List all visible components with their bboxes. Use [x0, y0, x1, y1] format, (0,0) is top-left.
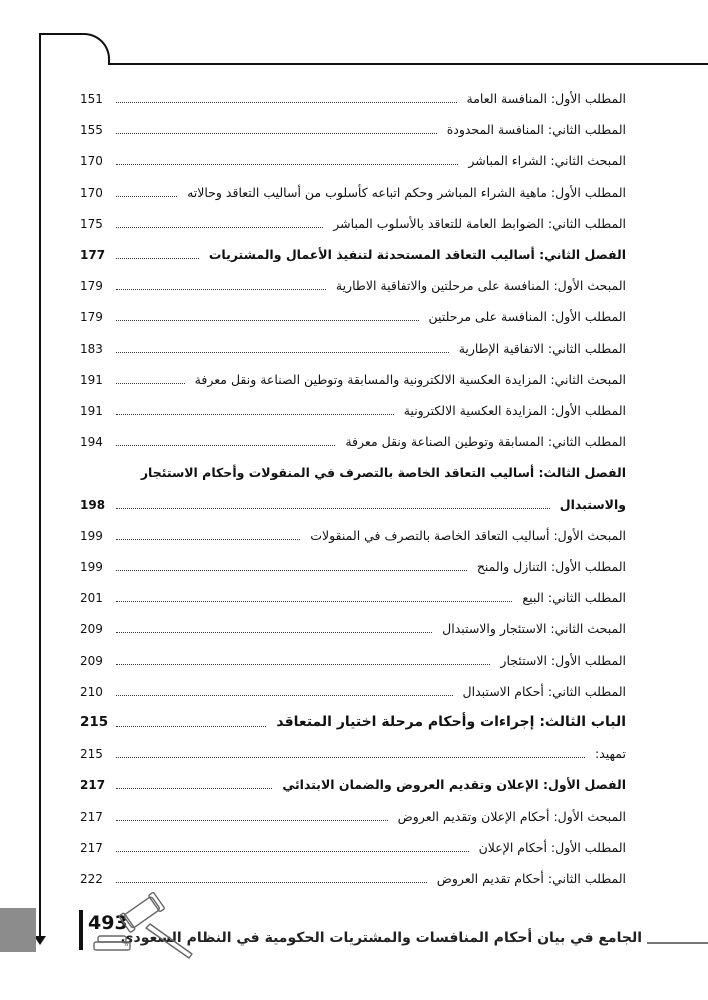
toc-entry-page: 170 [80, 154, 103, 169]
toc-leader-dots [116, 601, 512, 602]
toc-entry-title: المطلب الأول: الاستئجار [496, 653, 626, 668]
toc-entry[interactable] [80, 800, 626, 830]
toc-entry[interactable] [80, 519, 626, 549]
toc-leader-dots [116, 726, 266, 727]
toc-entry[interactable] [80, 581, 626, 611]
toc-entry-page: 199 [80, 560, 103, 574]
toc-entry-page: 175 [80, 216, 103, 231]
toc-entry[interactable] [80, 176, 626, 206]
toc-entry-title: المبحث الثاني: الاستئجار والاستبدال [438, 621, 626, 636]
toc-entry[interactable] [80, 332, 626, 362]
page-number-bar [79, 910, 83, 950]
toc-entry-title: المطلب الثاني: الضوابط العامة للتعاقد بالأسلوب المباشر [329, 216, 626, 231]
book-title: الجامع في بيان أحكام المنافسات والمشتريات الحكومية في النظام السعودي [120, 930, 642, 946]
toc-entry[interactable] [80, 488, 626, 518]
toc-entry-page: 183 [80, 341, 103, 356]
toc-leader-dots [116, 102, 457, 103]
toc-entry[interactable] [80, 612, 626, 642]
toc-entry[interactable] [80, 269, 626, 299]
toc-leader-dots [116, 788, 272, 789]
toc-entry-title: المطلب الأول: أحكام الإعلان [475, 840, 626, 855]
toc-leader-dots [116, 289, 326, 290]
toc-leader-dots [116, 414, 394, 415]
toc-entry[interactable] [80, 425, 626, 455]
footer-divider [647, 942, 708, 944]
toc-entry[interactable] [80, 394, 626, 424]
toc-leader-dots [116, 820, 388, 821]
toc-entry-title: المبحث الأول: أساليب التعاقد الخاصة بالتصرف في المنقولات [306, 528, 626, 543]
toc-leader-dots [116, 445, 335, 446]
toc-leader-dots [116, 508, 550, 509]
toc-entry[interactable] [80, 300, 626, 330]
toc-entry-page: 201 [80, 591, 103, 606]
toc-entry-page: 191 [80, 372, 103, 387]
toc-entry-title: المطلب الثاني: أحكام الاستبدال [459, 684, 626, 699]
toc-entry-page: 215 [80, 747, 103, 762]
toc-entry[interactable] [80, 207, 626, 237]
toc-entry-title: المبحث الأول: أحكام الإعلان وتقديم العروض [394, 809, 626, 824]
toc-entry[interactable] [80, 456, 626, 486]
gavel-icon [88, 892, 200, 960]
toc-entry-title: المطلب الأول: ماهية الشراء المباشر وحكم اتباعه كأسلوب من أساليب التعاقد وحالاته [183, 185, 626, 200]
toc-leader-dots [116, 320, 419, 321]
frame-top-line [110, 63, 708, 65]
toc-entry-page: 209 [80, 653, 103, 668]
toc-leader-dots [116, 632, 432, 633]
toc-leader-dots [116, 227, 323, 228]
toc-entry-title: المطلب الثاني: البيع [518, 590, 626, 605]
toc-entry[interactable] [80, 737, 626, 767]
toc-leader-dots [116, 664, 490, 665]
page-edge-tab [0, 908, 36, 952]
toc-entry[interactable] [80, 82, 626, 112]
toc-entry-title: الفصل الثاني: أساليب التعاقد المستحدثة لتنفيذ الأعمال والمشتريات [205, 247, 626, 262]
toc-entry-page: 191 [80, 404, 103, 418]
toc-leader-dots [116, 352, 449, 353]
toc-entry[interactable] [80, 706, 626, 736]
toc-entry[interactable] [80, 144, 626, 174]
toc-leader-dots [116, 851, 469, 852]
toc-entry-title: المطلب الأول: المنافسة العامة [463, 91, 626, 106]
toc-leader-dots [116, 539, 300, 540]
page-number: 493 [88, 912, 128, 934]
toc-entry-title: المطلب الأول: التنازل والمنح [473, 559, 626, 574]
toc-entry-page: 194 [80, 435, 103, 450]
toc-entry-title: المطلب الأول: المزايدة العكسية الالكترونية [400, 403, 626, 418]
toc-entry[interactable] [80, 831, 626, 861]
toc-entry-page: 217 [80, 809, 103, 824]
toc-entry-title: الباب الثالث: إجراءات وأحكام مرحلة اختيار المتعاقد [272, 714, 626, 730]
toc-entry[interactable] [80, 644, 626, 674]
frame-top-corner [40, 33, 110, 65]
toc-entry[interactable] [80, 550, 626, 580]
toc-leader-dots [116, 196, 177, 197]
toc-leader-dots [116, 882, 427, 883]
toc-entry-page: 179 [80, 310, 103, 325]
toc-leader-dots [116, 695, 453, 696]
toc-entry-page: 151 [80, 92, 103, 106]
toc-entry-title: المطلب الثاني: الاتفاقية الإطارية [455, 341, 626, 356]
toc-entry-page: 198 [80, 497, 106, 512]
toc-entry-title: المطلب الثاني: المسابقة وتوطين الصناعة ونقل معرفة [341, 434, 626, 449]
toc-entry[interactable] [80, 363, 626, 393]
toc-leader-dots [116, 133, 437, 134]
toc-entry-title: والاستبدال [556, 497, 626, 512]
toc-entry-title: المطلب الأول: المنافسة على مرحلتين [425, 309, 626, 324]
toc-entry-page: 155 [80, 123, 103, 138]
toc-entry-title: المبحث الثاني: الشراء المباشر [464, 153, 626, 168]
toc-entry[interactable] [80, 113, 626, 143]
toc-entry-page: 217 [80, 840, 103, 855]
toc-leader-dots [116, 570, 467, 571]
toc-entry-page: 170 [80, 185, 103, 200]
toc-entry-title: الفصل الأول: الإعلان وتقديم العروض والضمان الابتدائي [278, 777, 626, 792]
toc-entry[interactable] [80, 862, 626, 892]
toc-leader-dots [116, 258, 199, 259]
toc-entry-title: الفصل الثالث: أساليب التعاقد الخاصة بالتصرف في المنقولات وأحكام الاستئجار [137, 465, 626, 480]
toc-leader-dots [116, 164, 458, 165]
toc-entry[interactable] [80, 768, 626, 798]
toc-entry-title: المبحث الثاني: المزايدة العكسية الالكترونية والمسابقة وتوطين الصناعة ونقل معرفة [191, 372, 626, 387]
toc-entry-title: المطلب الثاني: المنافسة المحدودة [443, 122, 626, 137]
toc-entry-title: المبحث الأول: المنافسة على مرحلتين والاتفاقية الاطارية [332, 278, 626, 293]
toc-entry-page: 215 [80, 714, 109, 730]
toc-entry[interactable] [80, 675, 626, 705]
toc-entry-page: 177 [80, 248, 106, 262]
toc-entry[interactable] [80, 238, 626, 268]
toc-entry-page: 209 [80, 622, 103, 637]
toc-leader-dots [116, 383, 185, 384]
toc-entry-title: المطلب الثاني: أحكام تقديم العروض [433, 871, 626, 886]
toc-entry-title: تمهيد: [591, 746, 626, 761]
toc-entry-page: 210 [80, 684, 103, 699]
toc-entry-page: 179 [80, 279, 103, 294]
toc-entry-page: 199 [80, 528, 103, 543]
toc-leader-dots [116, 757, 585, 758]
frame-left-line [39, 33, 41, 938]
toc-entry-page: 217 [80, 778, 106, 793]
toc-entry-page: 222 [80, 872, 103, 886]
